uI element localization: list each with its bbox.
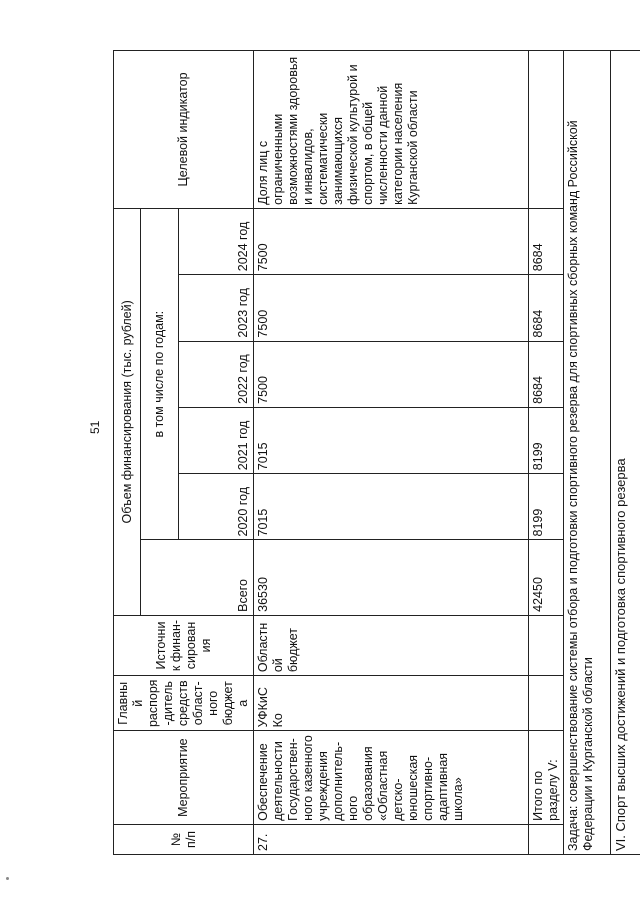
- cell-total-executor-empty: [529, 676, 564, 731]
- header-indicator: Целевой индикатор: [114, 51, 254, 209]
- section-row: [611, 51, 640, 855]
- header-source: Источник финан-сирования: [114, 615, 254, 675]
- cell-total-2022: 8684: [529, 341, 564, 407]
- cell-total-indicator-empty: [529, 51, 564, 209]
- scan-dot: [6, 877, 9, 880]
- cell-total-label: Итого по разделу V:: [529, 731, 564, 824]
- table-row: [254, 51, 529, 855]
- cell-indicator: Доля лиц с ограниченными возможностями здоровья и инвалидов, систематически занимающихся физической культурой и спортом, в общей численности данной категории населения Курганской области: [254, 51, 529, 209]
- cell-total-sum: 42450: [529, 540, 564, 615]
- header-year-2020: 2020 год: [179, 474, 254, 540]
- cell-2022: 7500: [254, 341, 529, 407]
- task-row: [564, 51, 611, 855]
- page-number: 51: [88, 420, 102, 434]
- cell-num: 27.: [254, 824, 529, 854]
- cell-total-2020: 8199: [529, 474, 564, 540]
- cell-2023: 7500: [254, 275, 529, 341]
- cell-total: 36530: [254, 540, 529, 615]
- header-measure: Мероприятие: [114, 731, 254, 824]
- cell-measure: Обеспечение деятельности Государствен-ного казенного учреждения дополнитель-ного образования «Областная детско-юношеская спортивно-адаптивная школа»: [254, 731, 529, 824]
- cell-executor: УФКиС Ко: [254, 676, 529, 731]
- header-year-2024: 2024 год: [179, 208, 254, 274]
- task-text: Задача: совершенствование системы отбора и подготовки спортивного резерва для спортивных сборных команд Российской Федерации и Курганской области: [564, 51, 611, 855]
- header-num: № п/п: [114, 824, 254, 854]
- header-by-years: в том числе по годам:: [141, 208, 179, 540]
- header-executor: Главный распоря-дитель средств област-ного бюджета: [114, 676, 254, 731]
- header-volume: Объем финансирования (тыс. рублей): [114, 208, 141, 615]
- total-row: [529, 51, 564, 855]
- rotated-table-container: [113, 50, 628, 855]
- cell-2020: 7015: [254, 474, 529, 540]
- header-year-2022: 2022 год: [179, 341, 254, 407]
- cell-total-2023: 8684: [529, 275, 564, 341]
- cell-total-source-empty: [529, 615, 564, 675]
- header-year-2023: 2023 год: [179, 275, 254, 341]
- header-total: Всего: [141, 540, 254, 615]
- header-year-2021: 2021 год: [179, 407, 254, 473]
- cell-total-2024: 8684: [529, 208, 564, 274]
- cell-2021: 7015: [254, 407, 529, 473]
- cell-source: Областной бюджет: [254, 615, 529, 675]
- section-heading: VI. Спорт высших достижений и подготовка спортивного резерва: [611, 51, 640, 855]
- cell-2024: 7500: [254, 208, 529, 274]
- financing-table: [113, 50, 640, 855]
- cell-total-2021: 8199: [529, 407, 564, 473]
- cell-total-empty: [529, 824, 564, 854]
